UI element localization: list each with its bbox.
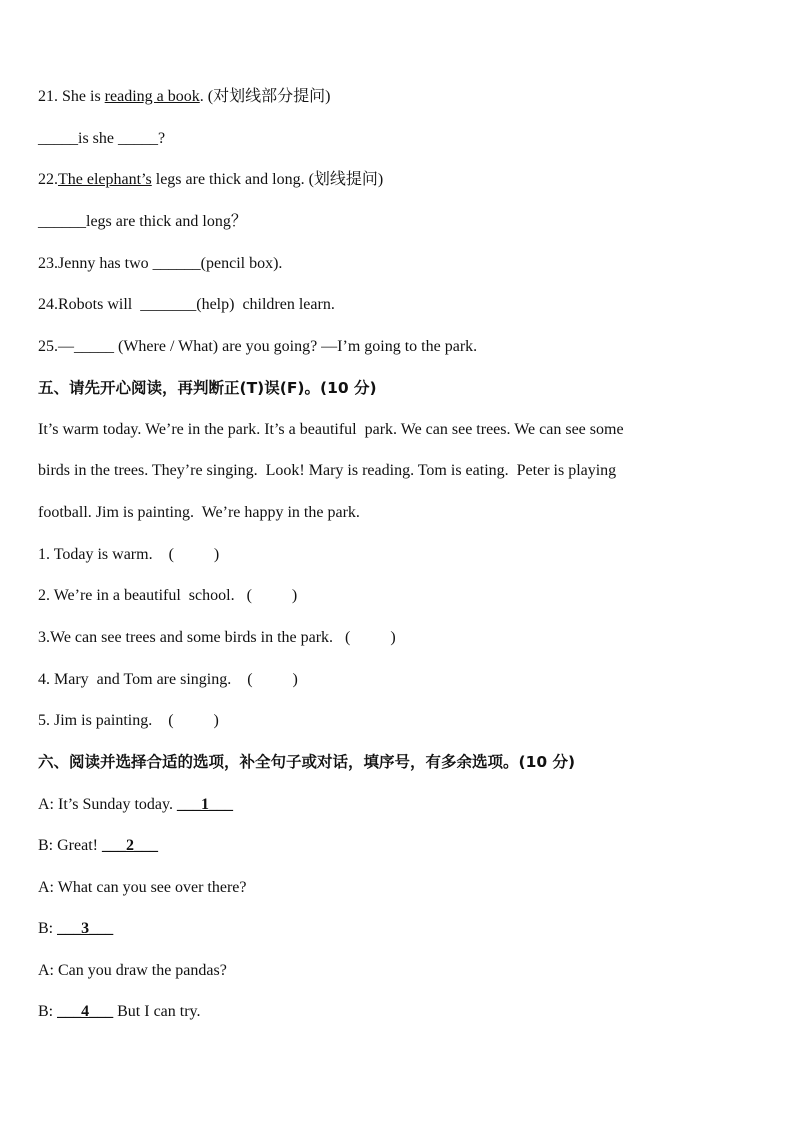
section-6-heading: 六、阅读并选择合适的选项，补全句子或对话，填序号，有多余选项。(10 分) bbox=[38, 753, 576, 771]
dialogue-line-5 bbox=[38, 961, 227, 981]
question-22-prefix: 22. bbox=[38, 171, 58, 188]
dialogue-line-6 bbox=[38, 1002, 201, 1022]
judge-item-1: 1. Today is warm. ( ) bbox=[38, 546, 220, 563]
dialogue-blank-4: ___4___ bbox=[57, 1003, 114, 1020]
question-21-answer-line: _____is she _____? bbox=[38, 130, 166, 147]
dialogue-line-3 bbox=[38, 878, 247, 898]
question-25: 25.—_____ (Where / What) are you going? —I’m going to the park. bbox=[38, 338, 478, 355]
question-23: 23.Jenny has two ______(pencil box). bbox=[38, 255, 283, 272]
section-5-heading: 五、请先开心阅读，再判断正(T)误(F)。(10 分) bbox=[38, 379, 377, 397]
passage-line-1: It’s warm today. We’re in the park. It’s a beautiful park. We can see trees. We can see some bbox=[38, 421, 624, 438]
dialogue-line-6-suffix: But I can try. bbox=[113, 1003, 201, 1020]
question-21 bbox=[38, 87, 330, 107]
dialogue-line-3-text: A: What can you see over there? bbox=[38, 879, 247, 896]
dialogue-line-1-text: A: It’s Sunday today. bbox=[38, 796, 177, 813]
judge-item-2: 2. We’re in a beautiful school. ( ) bbox=[38, 587, 298, 604]
question-22-answer-line: ______legs are thick and long？ bbox=[38, 213, 247, 230]
question-22-underlined: The elephant’s bbox=[58, 171, 152, 188]
dialogue-line-1 bbox=[38, 795, 233, 815]
question-21-suffix: . (对划线部分提问) bbox=[199, 88, 331, 105]
judge-item-4: 4. Mary and Tom are singing. ( ) bbox=[38, 671, 298, 688]
dialogue-line-6-text: B: bbox=[38, 1003, 58, 1020]
question-22-suffix: legs are thick and long. (划线提问) bbox=[151, 171, 384, 188]
dialogue-line-4 bbox=[38, 919, 113, 939]
question-21-underlined: reading a book bbox=[104, 88, 200, 105]
question-21-prefix: . She is bbox=[54, 88, 105, 105]
question-21-number: 21 bbox=[38, 88, 54, 105]
dialogue-blank-3: ___3___ bbox=[57, 920, 114, 937]
dialogue-blank-2: ___2___ bbox=[101, 837, 158, 854]
judge-item-5: 5. Jim is painting. ( ) bbox=[38, 712, 219, 729]
dialogue-blank-1: ___1___ bbox=[176, 796, 233, 813]
passage-line-2: birds in the trees. They’re singing. Look! Mary is reading. Tom is eating. Peter is playing bbox=[38, 462, 617, 479]
question-22 bbox=[38, 170, 383, 190]
passage-line-3: football. Jim is painting. We’re happy in the park. bbox=[38, 504, 360, 521]
question-24: 24.Robots will _______(help) children learn. bbox=[38, 296, 335, 313]
dialogue-line-2 bbox=[38, 836, 158, 856]
dialogue-line-2-text: B: Great! bbox=[38, 837, 102, 854]
dialogue-line-4-text: B: bbox=[38, 920, 58, 937]
dialogue-line-5-text: A: Can you draw the pandas? bbox=[38, 962, 227, 979]
judge-item-3: 3.We can see trees and some birds in the park. ( ) bbox=[38, 629, 396, 646]
